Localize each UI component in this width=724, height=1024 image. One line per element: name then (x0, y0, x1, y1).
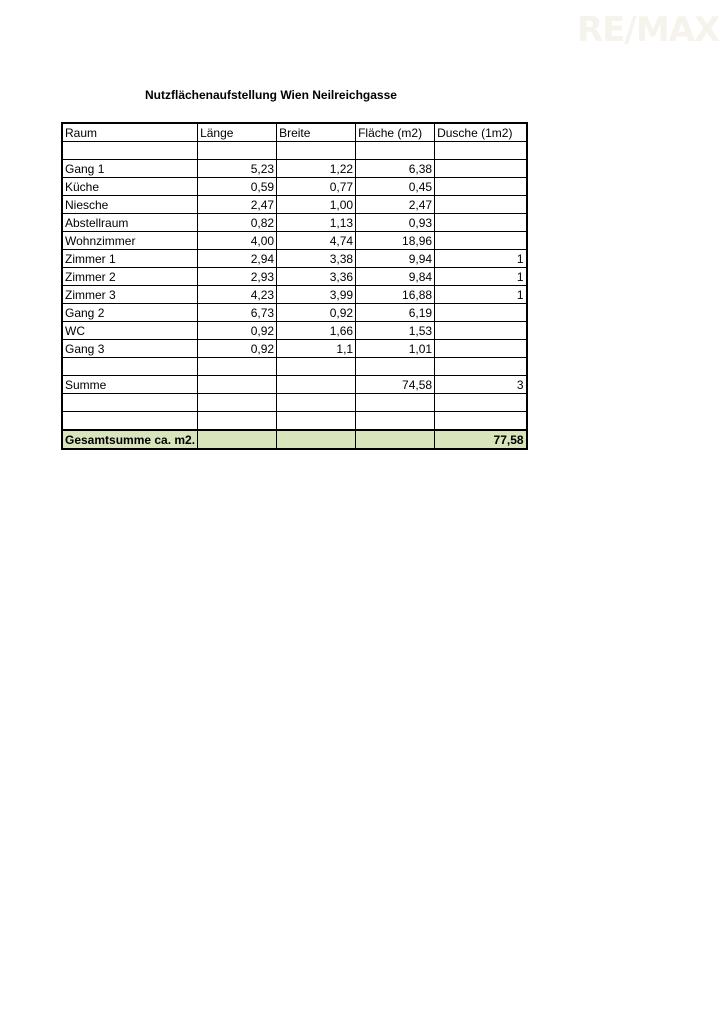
cell-dusche: 1 (435, 250, 527, 268)
cell-raum: Niesche (62, 196, 198, 214)
table-row (62, 304, 527, 322)
header-cell-laenge: Länge (198, 123, 277, 142)
empty-row (62, 412, 527, 431)
sum-dusche: 3 (435, 376, 527, 394)
empty-row (62, 394, 527, 412)
cell-raum: WC (62, 322, 198, 340)
header-cell-flaeche: Fläche (m2) (356, 123, 435, 142)
cell-dusche (435, 178, 527, 196)
table-header-row (62, 123, 527, 142)
table-row (62, 178, 527, 196)
cell-laenge: 0,92 (198, 340, 277, 358)
cell-breite: 0,92 (277, 304, 356, 322)
table-row (62, 196, 527, 214)
cell-laenge: 0,92 (198, 322, 277, 340)
cell-laenge: 0,59 (198, 178, 277, 196)
document-title: Nutzflächenaufstellung Wien Neilreichgasse (145, 88, 397, 102)
cell-dusche (435, 196, 527, 214)
sum-flaeche: 74,58 (356, 376, 435, 394)
cell-laenge: 4,23 (198, 286, 277, 304)
cell-flaeche: 0,93 (356, 214, 435, 232)
cell-raum: Gang 2 (62, 304, 198, 322)
cell-breite: 0,77 (277, 178, 356, 196)
cell-breite: 3,99 (277, 286, 356, 304)
total-label: Gesamtsumme ca. m2. (62, 430, 198, 449)
remax-logo-watermark: RE/MAX (577, 10, 720, 50)
cell-raum: Zimmer 3 (62, 286, 198, 304)
cell-breite: 1,00 (277, 196, 356, 214)
header-cell-dusche: Dusche (1m2) (435, 123, 527, 142)
cell-breite: 1,22 (277, 160, 356, 178)
cell-laenge: 2,94 (198, 250, 277, 268)
cell-flaeche: 1,01 (356, 340, 435, 358)
table-row (62, 232, 527, 250)
total-row (62, 430, 527, 449)
header-cell-breite: Breite (277, 123, 356, 142)
table-row (62, 286, 527, 304)
cell-laenge: 2,93 (198, 268, 277, 286)
cell-laenge: 5,23 (198, 160, 277, 178)
sum-label: Summe (62, 376, 198, 394)
cell-dusche (435, 160, 527, 178)
cell-breite: 1,1 (277, 340, 356, 358)
cell-breite: 1,66 (277, 322, 356, 340)
table-row (62, 214, 527, 232)
cell-dusche: 1 (435, 286, 527, 304)
table-row (62, 160, 527, 178)
cell-breite: 1,13 (277, 214, 356, 232)
cell-laenge: 0,82 (198, 214, 277, 232)
table-row (62, 250, 527, 268)
cell-flaeche: 1,53 (356, 322, 435, 340)
cell-laenge: 2,47 (198, 196, 277, 214)
cell-flaeche: 6,19 (356, 304, 435, 322)
cell-laenge: 4,00 (198, 232, 277, 250)
cell-raum: Abstellraum (62, 214, 198, 232)
cell-raum: Gang 1 (62, 160, 198, 178)
sum-row (62, 376, 527, 394)
cell-dusche: 1 (435, 268, 527, 286)
cell-flaeche: 6,38 (356, 160, 435, 178)
cell-laenge: 6,73 (198, 304, 277, 322)
cell-flaeche: 9,94 (356, 250, 435, 268)
empty-row (62, 142, 527, 160)
cell-raum: Zimmer 2 (62, 268, 198, 286)
cell-dusche (435, 214, 527, 232)
cell-flaeche: 16,88 (356, 286, 435, 304)
table-row (62, 340, 527, 358)
cell-raum: Zimmer 1 (62, 250, 198, 268)
cell-flaeche: 9,84 (356, 268, 435, 286)
cell-breite: 3,36 (277, 268, 356, 286)
cell-dusche (435, 322, 527, 340)
cell-breite: 3,38 (277, 250, 356, 268)
cell-dusche (435, 304, 527, 322)
table-row (62, 268, 527, 286)
cell-raum: Küche (62, 178, 198, 196)
area-table (61, 122, 528, 450)
cell-flaeche: 18,96 (356, 232, 435, 250)
table-row (62, 322, 527, 340)
cell-dusche (435, 340, 527, 358)
cell-dusche (435, 232, 527, 250)
cell-raum: Wohnzimmer (62, 232, 198, 250)
cell-flaeche: 2,47 (356, 196, 435, 214)
total-value: 77,58 (435, 430, 527, 449)
empty-row (62, 358, 527, 376)
header-cell-raum: Raum (65, 125, 98, 140)
cell-breite: 4,74 (277, 232, 356, 250)
cell-raum: Gang 3 (62, 340, 198, 358)
cell-flaeche: 0,45 (356, 178, 435, 196)
